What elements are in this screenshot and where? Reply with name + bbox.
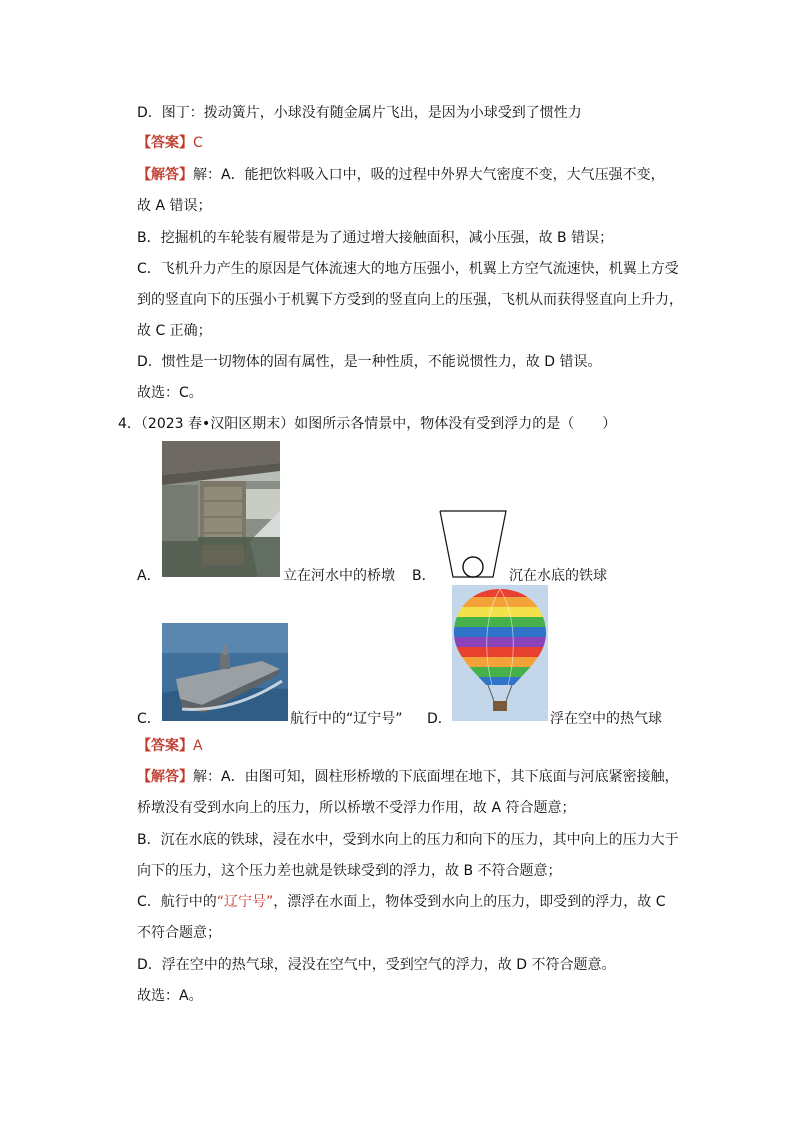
liaoning-name: “辽宁号” [216, 894, 274, 910]
q3-option-d: D．图丁：拨动簧片，小球没有随金属片飞出，是因为小球受到了惯性力 [137, 105, 582, 121]
option-b-letter: B． [412, 568, 436, 584]
q3-analysis-line: 【解答】解：A．能把饮料吸入口中，吸的过程中外界大气密度不变，大气压强不变， [137, 167, 665, 183]
aircraft-carrier-image [162, 623, 288, 721]
option-d-caption: 浮在空中的热气球 [550, 711, 662, 727]
option-c-letter: C． [137, 711, 161, 727]
q4-analysis-line: D．浮在空中的热气球，浸没在空气中，受到空气的浮力，故 D 不符合题意。 [137, 957, 616, 973]
q4-analysis-line: 向下的压力，这个压力差也就是铁球受到的浮力，故 B 不符合题意； [137, 863, 562, 879]
q3-analysis-line: B．挖掘机的车轮装有履带是为了通过增大接触面积，减小压强，故 B 错误； [137, 230, 614, 246]
q4-analysis-line: 不符合题意； [137, 925, 221, 941]
option-a-letter: A． [137, 568, 161, 584]
q4-analysis-line: 桥墩没有受到水向上的压力，所以桥墩不受浮力作用，故 A 符合题意； [137, 800, 576, 816]
q4-analysis-line: 【解答】解：A．由图可知，圆柱形桥墩的下底面埋在地下，其下底面与河底紧密接触， [137, 769, 679, 785]
bridge-pier-image [162, 441, 280, 577]
q3-analysis-line: 到的竖直向下的压强小于机翼下方受到的竖直向上的压强，飞机从而获得竖直向上升力， [137, 292, 683, 308]
q4-stem: 4．（2023 春•汉阳区期末）如图所示各情景中，物体没有受到浮力的是（ ） [118, 416, 617, 432]
q3-answer [137, 133, 203, 153]
hot-air-balloon-image [452, 585, 548, 721]
answer-tag: 【答案】 [137, 135, 193, 151]
iron-ball-container-diagram [437, 509, 509, 581]
q3-analysis-line: D．惯性是一切物体的固有属性，是一种性质，不能说惯性力，故 D 错误。 [137, 354, 602, 370]
analysis-tag: 【解答】 [137, 167, 193, 183]
q4-answer [137, 736, 203, 756]
q3-analysis-line: 故 A 错误； [137, 198, 212, 214]
option-a-caption: 立在河水中的桥墩 [283, 568, 395, 584]
analysis-tag: 【解答】 [137, 769, 193, 785]
option-c-caption: 航行中的“辽宁号” [290, 711, 403, 727]
q3-analysis-line: 故选：C。 [137, 385, 203, 401]
answer-value: A [193, 738, 203, 754]
q4-analysis-line: C．航行中的“辽宁号”，漂浮在水面上，物体受到水向上的压力，即受到的浮力，故 C [137, 894, 666, 910]
q4-analysis-line: 故选：A。 [137, 988, 203, 1004]
q3-analysis-line: 故 C 正确； [137, 323, 212, 339]
q4-analysis-line: B．沉在水底的铁球，浸在水中，受到水向上的压力和向下的压力，其中向上的压力大于 [137, 832, 679, 848]
option-b-caption: 沉在水底的铁球 [509, 568, 607, 584]
answer-tag: 【答案】 [137, 738, 193, 754]
answer-value: C [193, 135, 203, 151]
q3-analysis-line: C．飞机升力产生的原因是气体流速大的地方压强小，机翼上方空气流速快，机翼上方受 [137, 261, 679, 277]
option-d-letter: D． [427, 711, 452, 727]
